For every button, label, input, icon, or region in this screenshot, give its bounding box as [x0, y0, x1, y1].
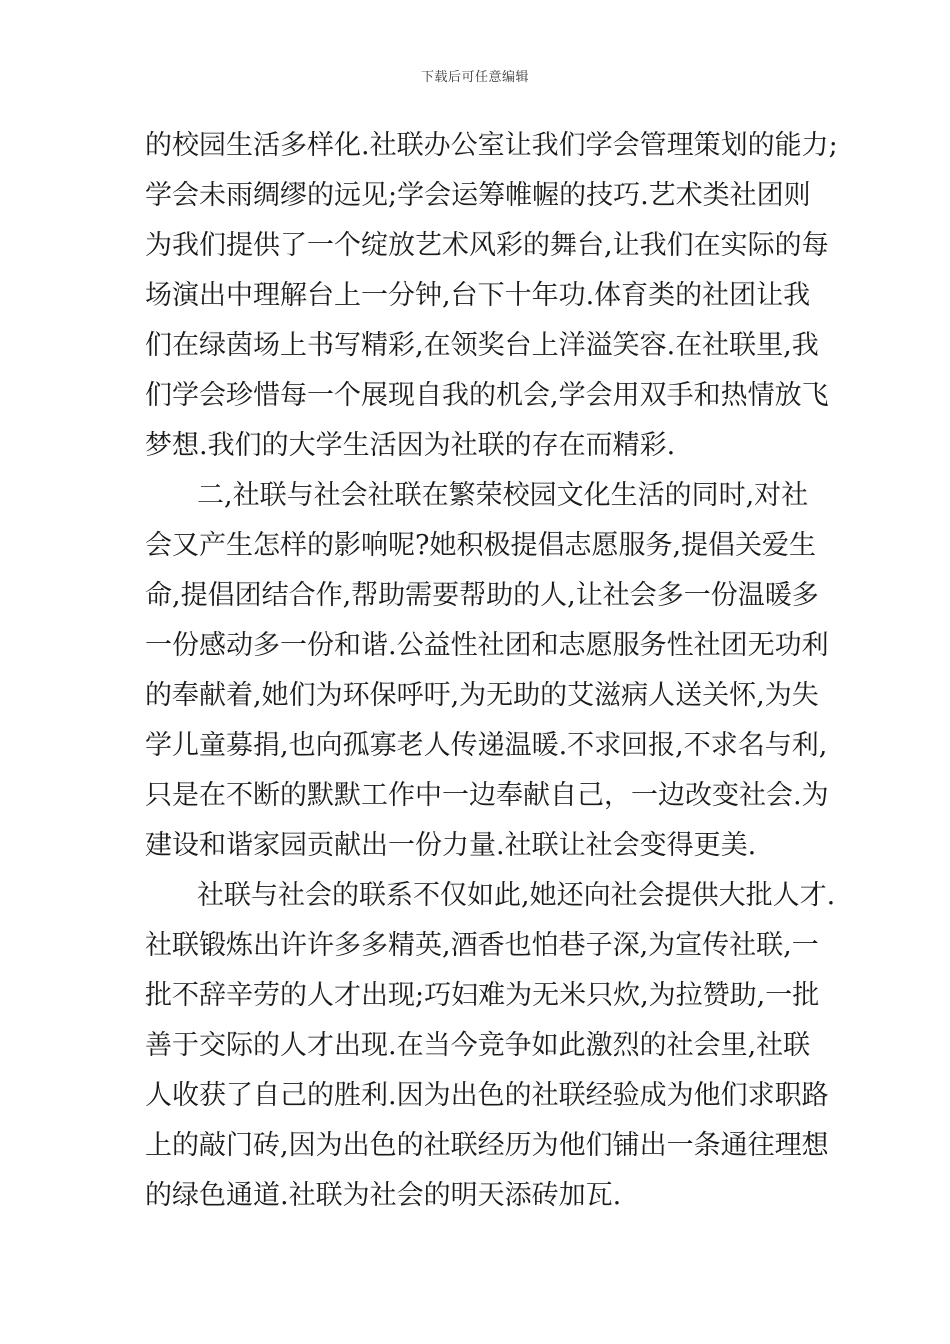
text-line: 们在绿茵场上书写精彩,在领奖台上洋溢笑容.在社联里,我 — [145, 330, 819, 361]
paragraph-start-line: 社联与社会的联系不仅如此,她还向社会提供大批人才. — [197, 880, 836, 911]
text-line: 命,提倡团结合作,帮助需要帮助的人,让社会多一份温暖多 — [145, 580, 819, 611]
text-line: 学儿童募捐,也向孤寡老人传递温暖.不求回报,不求名与利, — [145, 730, 828, 761]
text-line: 梦想.我们的大学生活因为社联的存在而精彩. — [145, 430, 676, 461]
text-line: 人收获了自己的胜利.因为出色的社联经验成为他们求职路 — [145, 1080, 829, 1111]
text-line: 的校园生活多样化.社联办公室让我们学会管理策划的能力; — [145, 130, 838, 161]
paragraph-start-line: 二,社联与社会社联在繁荣校园文化生活的同时,对社 — [197, 480, 809, 511]
text-line: 场演出中理解台上一分钟,台下十年功.体育类的社团让我 — [145, 280, 811, 311]
text-line: 的绿色通道.社联为社会的明天添砖加瓦. — [145, 1180, 622, 1211]
text-line: 的奉献着,她们为环保呼吁,为无助的艾滋病人送关怀,为失 — [145, 680, 819, 711]
text-line: 一份感动多一份和谐.公益性社团和志愿服务性社团无功利 — [145, 630, 829, 661]
text-line: 上的敲门砖,因为出色的社联经历为他们铺出一条通往理想 — [145, 1130, 829, 1161]
text-line: 会又产生怎样的影响呢?她积极提倡志愿服务,提倡关爱生 — [145, 530, 817, 561]
text-line: 们学会珍惜每一个展现自我的机会,学会用双手和热情放飞 — [145, 380, 829, 411]
page-header: 下载后可任意编辑 — [420, 70, 529, 85]
text-line: 社联锻炼出许许多多精英,酒香也怕巷子深,为宣传社联,一 — [145, 930, 819, 961]
text-line: 建设和谐家园贡献出一份力量.社联让社会变得更美. — [145, 830, 757, 861]
text-line: 只是在不断的默默工作中一边奉献自己，一边改变社会.为 — [145, 780, 829, 811]
text-line: 学会未雨绸缪的远见;学会运筹帷幄的技巧.艺术类社团则 — [145, 180, 811, 211]
text-line: 善于交际的人才出现.在当今竞争如此激烈的社会里,社联 — [145, 1030, 811, 1061]
text-line: 为我们提供了一个绽放艺术风彩的舞台,让我们在实际的每 — [145, 230, 829, 261]
text-line: 批不辞辛劳的人才出现;巧妇难为无米只炊,为拉赞助,一批 — [145, 980, 820, 1011]
